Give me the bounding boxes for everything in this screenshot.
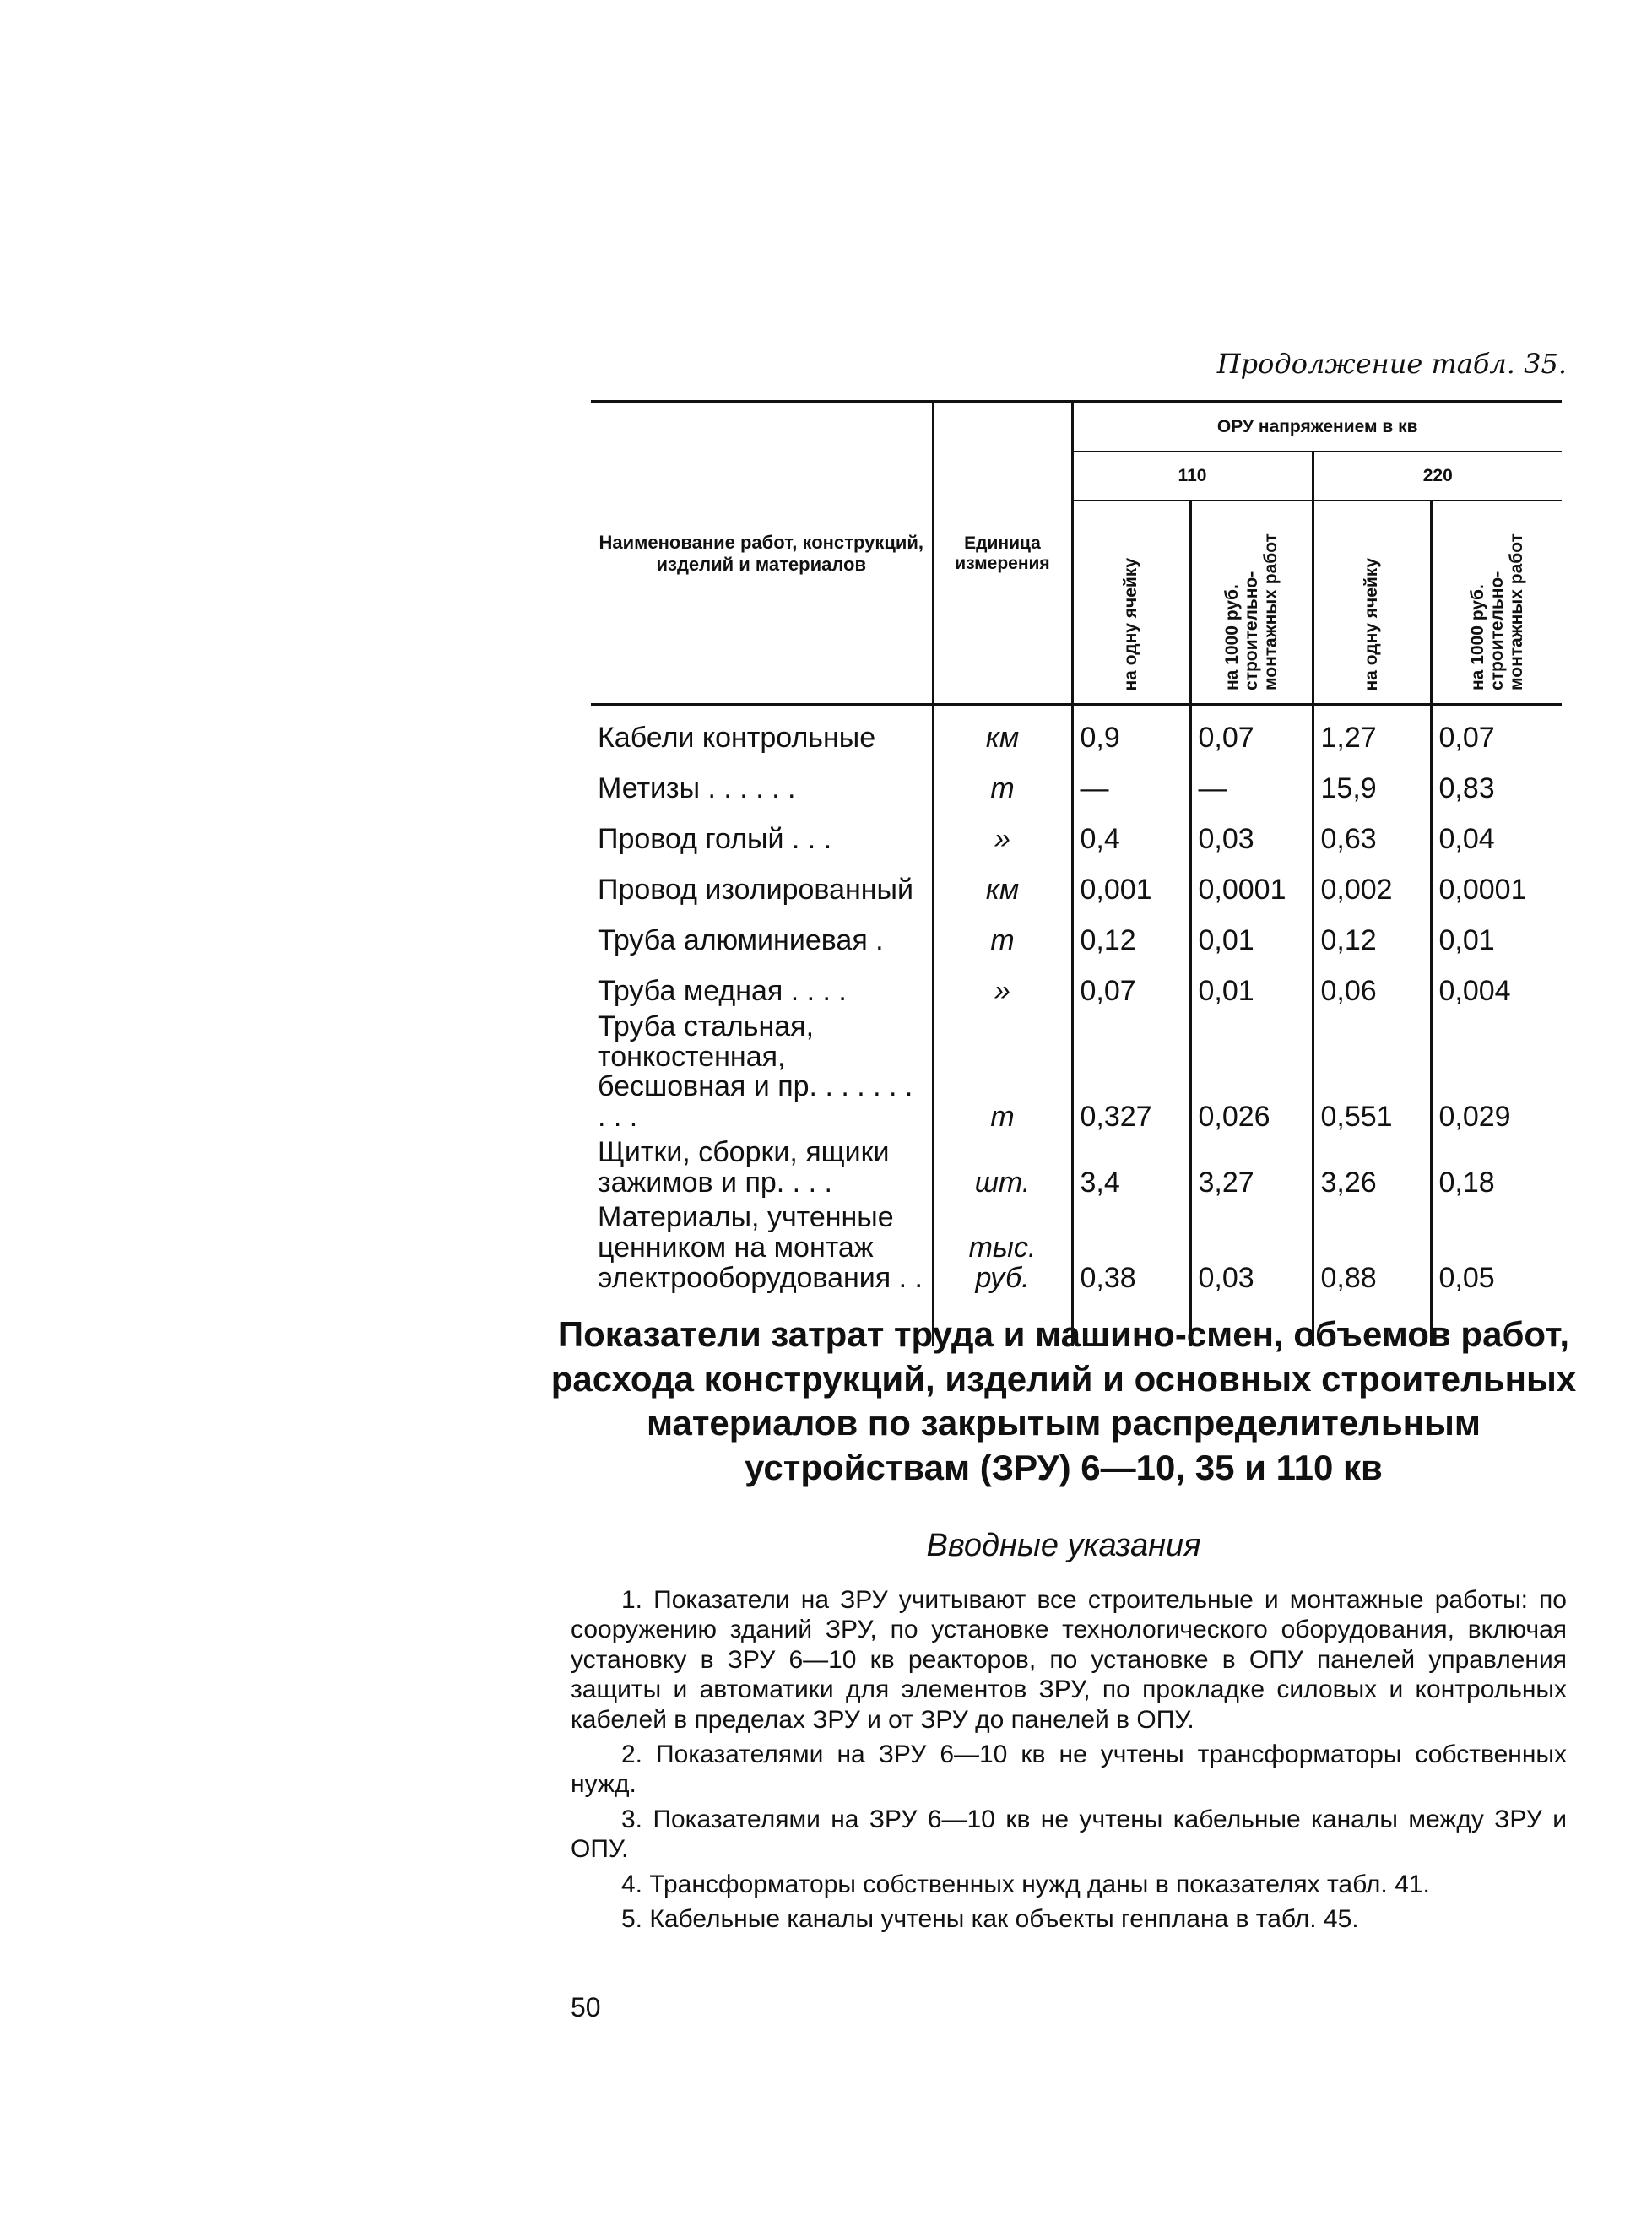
- row-value: 0,07: [1431, 705, 1562, 757]
- table-row: [591, 705, 1562, 757]
- note-item: 4. Трансформаторы собственных нужд даны в показателях табл. 41.: [621, 1870, 1430, 1898]
- row-unit: шт.: [933, 1135, 1072, 1200]
- header-voltage-group: ОРУ напряжением в кв: [1072, 402, 1562, 452]
- row-value: 0,88: [1313, 1200, 1431, 1296]
- row-value: 0,002: [1313, 858, 1431, 908]
- row-value: 0,06: [1313, 959, 1431, 1010]
- note-item: 3. Показателями на ЗРУ 6—10 кв не учтены кабельные каналы между ЗРУ и ОПУ.: [571, 1805, 1567, 1864]
- row-value: 3,4: [1072, 1135, 1190, 1200]
- row-value: 0,026: [1190, 1010, 1313, 1135]
- note-item: 1. Показатели на ЗРУ учитывают все строительные и монтажные работы: по сооружению зданий ЗРУ, по установке технологического оборудования, включая установку в ЗРУ 6—10 кв реакторов, по установке в ОПУ панелей управления защиты и автоматики для элементов ЗРУ, по прокладке силовых и контрольных кабелей в пределах ЗРУ и от ЗРУ до панелей в ОПУ.: [571, 1586, 1567, 1734]
- row-value: 0,63: [1313, 807, 1431, 858]
- row-value: 0,07: [1190, 705, 1313, 757]
- row-value: 3,27: [1190, 1135, 1313, 1200]
- row-value: 0,0001: [1190, 858, 1313, 908]
- note-item: 5. Кабельные каналы учтены как объекты генплана в табл. 45.: [621, 1904, 1359, 1933]
- row-value: 0,03: [1190, 1200, 1313, 1296]
- row-value: 0,4: [1072, 807, 1190, 858]
- row-value: 0,05: [1431, 1200, 1562, 1296]
- row-value: 0,04: [1431, 807, 1562, 858]
- section-heading: Показатели затрат труда и машино-смен, объемов работ, расхода конструкций, изделий и основных строительных материалов по закрытым распределительным устройствам (ЗРУ) 6—10, 35 и 110 кв: [550, 1314, 1577, 1487]
- row-value: 0,12: [1072, 908, 1190, 959]
- row-value: 1,27: [1313, 705, 1431, 757]
- table-row: [591, 908, 1562, 959]
- row-name: Материалы, учтенные ценником на монтаж электрооборудования . .: [598, 1201, 923, 1294]
- table-row: [591, 1200, 1562, 1296]
- header-voltage-220: 220: [1313, 452, 1562, 501]
- page-number: 50: [571, 1992, 601, 2022]
- row-value: 0,07: [1072, 959, 1190, 1010]
- table-row: [591, 807, 1562, 858]
- row-value: 0,9: [1072, 705, 1190, 757]
- table-row: [591, 959, 1562, 1010]
- row-unit: т: [933, 1010, 1072, 1135]
- row-value: —: [1072, 756, 1190, 807]
- row-value: 3,26: [1313, 1135, 1431, 1200]
- header-per-cell-220: на одну ячейку: [1362, 557, 1382, 690]
- row-value: 0,38: [1072, 1200, 1190, 1296]
- row-value: 0,029: [1431, 1010, 1562, 1135]
- row-unit: км: [933, 858, 1072, 908]
- header-per-cell-110: на одну ячейку: [1121, 557, 1141, 690]
- note-item: 2. Показателями на ЗРУ 6—10 кв не учтены трансформаторы собственных нужд.: [571, 1740, 1567, 1799]
- row-value: 0,327: [1072, 1010, 1190, 1135]
- table-row: [591, 858, 1562, 908]
- row-value: 0,12: [1313, 908, 1431, 959]
- row-unit: »: [933, 807, 1072, 858]
- row-name: Провод голый . . .: [598, 823, 832, 856]
- section-subheading: Вводные указания: [926, 1528, 1201, 1563]
- row-name: Труба медная . . . .: [598, 975, 847, 1008]
- row-value: 15,9: [1313, 756, 1431, 807]
- materials-table: [591, 400, 1562, 1346]
- row-value: 0,001: [1072, 858, 1190, 908]
- row-unit: тыс. руб.: [933, 1200, 1072, 1296]
- row-unit: »: [933, 959, 1072, 1010]
- header-voltage-110: 110: [1072, 452, 1313, 501]
- intro-notes: [571, 1585, 1567, 1939]
- row-name: Щитки, сборки, ящики зажимов и пр. . . .: [598, 1135, 890, 1199]
- header-name-column: Наименование работ, конструкций, изделий и материалов: [591, 402, 933, 705]
- row-unit: т: [933, 756, 1072, 807]
- row-unit: км: [933, 705, 1072, 757]
- row-name: Метизы . . . . . .: [598, 772, 796, 805]
- row-value: 0,83: [1431, 756, 1562, 807]
- row-value: 0,551: [1313, 1010, 1431, 1135]
- row-unit: т: [933, 908, 1072, 959]
- row-value: 0,03: [1190, 807, 1313, 858]
- row-name: Кабели контрольные: [598, 722, 876, 755]
- table-row: [591, 1135, 1562, 1200]
- row-value: 0,004: [1431, 959, 1562, 1010]
- row-value: 0,01: [1190, 959, 1313, 1010]
- table-row: [591, 756, 1562, 807]
- row-value: 0,0001: [1431, 858, 1562, 908]
- row-value: —: [1190, 756, 1313, 807]
- table-continuation-caption: Продолжение табл. 35.: [1216, 348, 1567, 380]
- row-value: 0,01: [1431, 908, 1562, 959]
- header-unit-column: Единица измерения: [933, 402, 1072, 705]
- row-name: Труба стальная, тонкостенная, бесшовная и пр. . . . . . . . . .: [598, 1010, 913, 1134]
- row-value: 0,01: [1190, 908, 1313, 959]
- header-per-1000-220: на 1000 руб. строительно-монтажных работ: [1467, 533, 1526, 690]
- row-name: Труба алюминиевая .: [598, 924, 884, 957]
- row-name: Провод изолированный: [598, 874, 913, 907]
- row-value: 0,18: [1431, 1135, 1562, 1200]
- table-row: [591, 1010, 1562, 1135]
- header-per-1000-110: на 1000 руб. строительно-монтажных работ: [1221, 533, 1281, 690]
